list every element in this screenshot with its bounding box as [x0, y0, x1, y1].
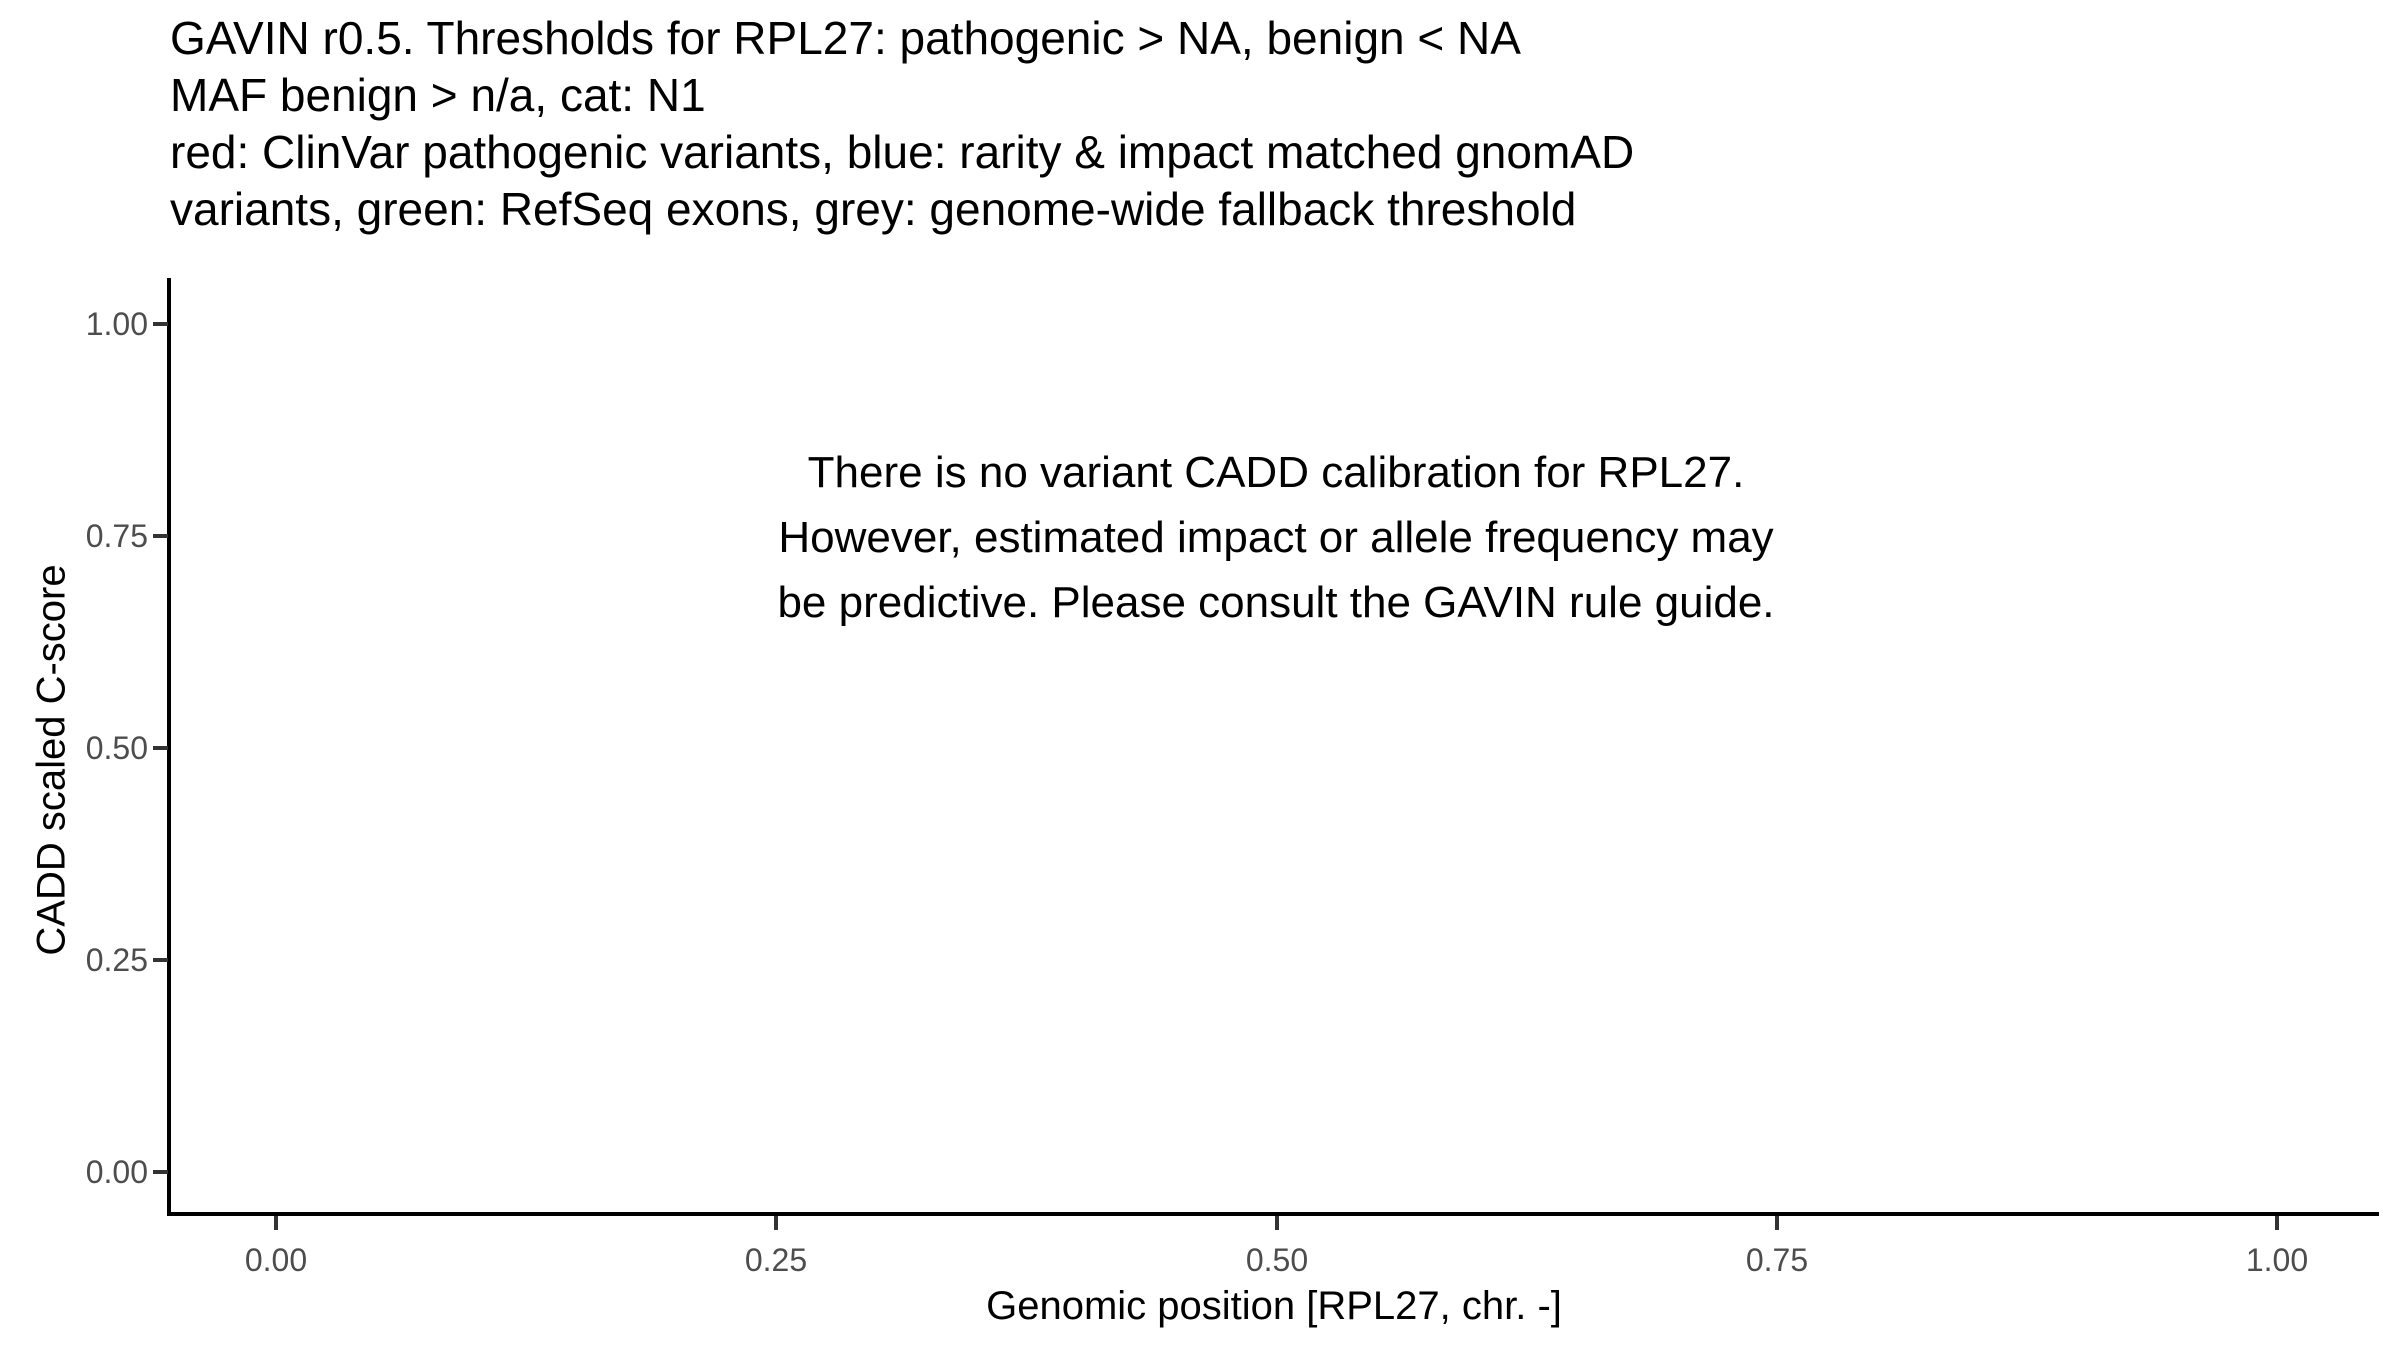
annotation-line-1: There is no variant CADD calibration for RPL27.	[807, 448, 1745, 497]
y-tick-mark	[153, 958, 168, 962]
y-tick-mark	[153, 1170, 168, 1174]
y-tick-label: 0.50	[85, 730, 148, 766]
x-tick-label: 0.75	[1745, 1242, 1809, 1278]
plot-title	[170, 10, 1634, 238]
plot-title-line-4: variants, green: RefSeq exons, grey: genome-wide fallback threshold	[170, 183, 1577, 235]
annotation-line-3: be predictive. Please consult the GAVIN rule guide.	[777, 578, 1775, 627]
x-tick-label: 0.00	[244, 1242, 308, 1278]
x-axis-title: Genomic position [RPL27, chr. -]	[986, 1284, 1562, 1328]
x-tick-label: 0.25	[744, 1242, 808, 1278]
y-tick-label: 0.00	[85, 1154, 148, 1190]
x-tick-mark	[774, 1216, 778, 1230]
x-axis-line	[167, 1212, 2379, 1216]
plot-title-line-2: MAF benign > n/a, cat: N1	[170, 69, 706, 121]
y-tick-mark	[153, 322, 168, 326]
plot-title-line-3: red: ClinVar pathogenic variants, blue: rarity & impact matched gnomAD	[170, 126, 1635, 178]
x-tick-mark	[1275, 1216, 1279, 1230]
x-tick-mark	[274, 1216, 278, 1230]
no-calibration-annotation	[777, 440, 1774, 635]
annotation-line-2: However, estimated impact or allele frequency may	[778, 513, 1774, 562]
y-axis-title: CADD scaled C-score	[29, 564, 74, 956]
x-tick-mark	[1775, 1216, 1779, 1230]
x-tick-label: 1.00	[2245, 1242, 2309, 1278]
y-tick-label: 1.00	[85, 306, 148, 342]
y-tick-label: 0.75	[85, 518, 148, 554]
plot-title-line-1: GAVIN r0.5. Thresholds for RPL27: pathogenic > NA, benign < NA	[170, 12, 1521, 64]
y-tick-label: 0.25	[85, 942, 148, 978]
x-tick-label: 0.50	[1245, 1242, 1309, 1278]
y-tick-mark	[153, 534, 168, 538]
y-tick-mark	[153, 746, 168, 750]
x-tick-mark	[2275, 1216, 2279, 1230]
